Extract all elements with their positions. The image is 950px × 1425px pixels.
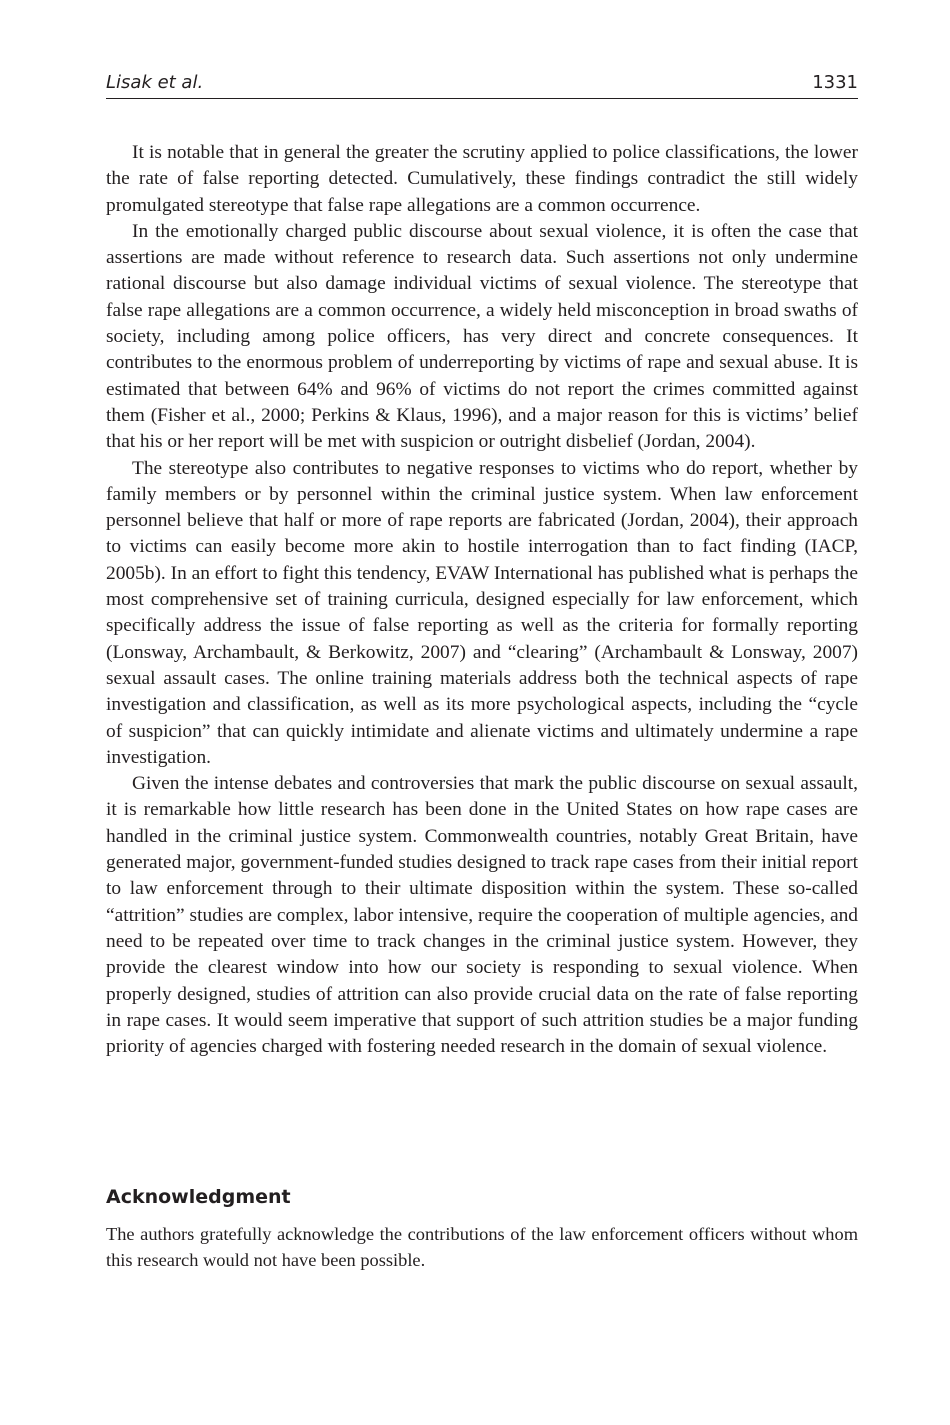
running-header	[106, 68, 858, 99]
acknowledgment-text: The authors gratefully acknowledge the contributions of the law enforcement officers without whom this research would not have been possible.	[106, 1224, 858, 1270]
page-number: 1331	[812, 72, 858, 93]
paragraph-2: In the emotionally charged public discourse about sexual violence, it is often the case that assertions are made without reference to research data. Such assertions not only undermine rational discourse but also damage individual victims of sexual violence. The stereotype that false rape allegations are a common occurrence, a widely held misconception in broad swaths of society, including among police officers, has very direct and concrete consequences. It contributes to the enormous problem of underreporting by victims of rape and sexual abuse. It is estimated that between 64% and 96% of victims do not report the crimes committed against them (Fisher et al., 2000; Perkins & Klaus, 1996), and a major reason for this is victims’ belief that his or her report will be met with suspicion or outright disbelief (Jordan, 2004).	[106, 220, 858, 453]
paragraph-3: The stereotype also contributes to negative responses to victims who do report, whether by family members or by personnel within the criminal justice system. When law enforcement personnel believe that half or more of rape reports are fabricated (Jordan, 2004), their approach to victims can easily become more akin to hostile interrogation than to fact finding (IACP, 2005b). In an effort to fight this tendency, EVAW International has published what is perhaps the most comprehensive set of training curricula, designed especially for law enforcement, which specifically address the issue of false reporting as well as the criteria for formally reporting (Lonsway, Archambault, & Berkowitz, 2007) and “clearing” (Archambault & Lonsway, 2007) sexual assault cases. The online training materials address both the technical aspects of rape investigation and classification, as well as its more psychological aspects, including the “cycle of suspicion” that can quickly intimidate and alienate victims and ultimately undermine a rape investigation.	[106, 457, 858, 768]
acknowledgment-heading: Acknowledgment	[106, 1186, 291, 1208]
paragraph-4: Given the intense debates and controversies that mark the public discourse on sexual assault, it is remarkable how little research has been done in the United States on how rape cases are handled in the criminal justice system. Commonwealth countries, notably Great Britain, have generated major, government-funded studies designed to track rape cases from their initial report to law enforcement through to their ultimate disposition within the system. These so-called “attrition” studies are complex, labor intensive, require the cooperation of multiple agencies, and need to be repeated over time to track changes in the criminal justice system. However, they provide the clearest window into how our society is responding to sexual violence. When properly designed, studies of attrition can also provide crucial data on the rate of false reporting in rape cases. It would seem imperative that support of such attrition studies be a major funding priority of agencies charged with fostering needed research in the domain of sexual violence.	[106, 773, 858, 1058]
paragraph-1: It is notable that in general the greater the scrutiny applied to police classifications, the lower the rate of false reporting detected. Cumulatively, these findings contradict the still widely promulgated stereotype that false rape allegations are a common occurrence.	[106, 142, 858, 216]
running-header-authors: Lisak et al.	[106, 72, 204, 93]
body-text	[106, 140, 858, 1060]
